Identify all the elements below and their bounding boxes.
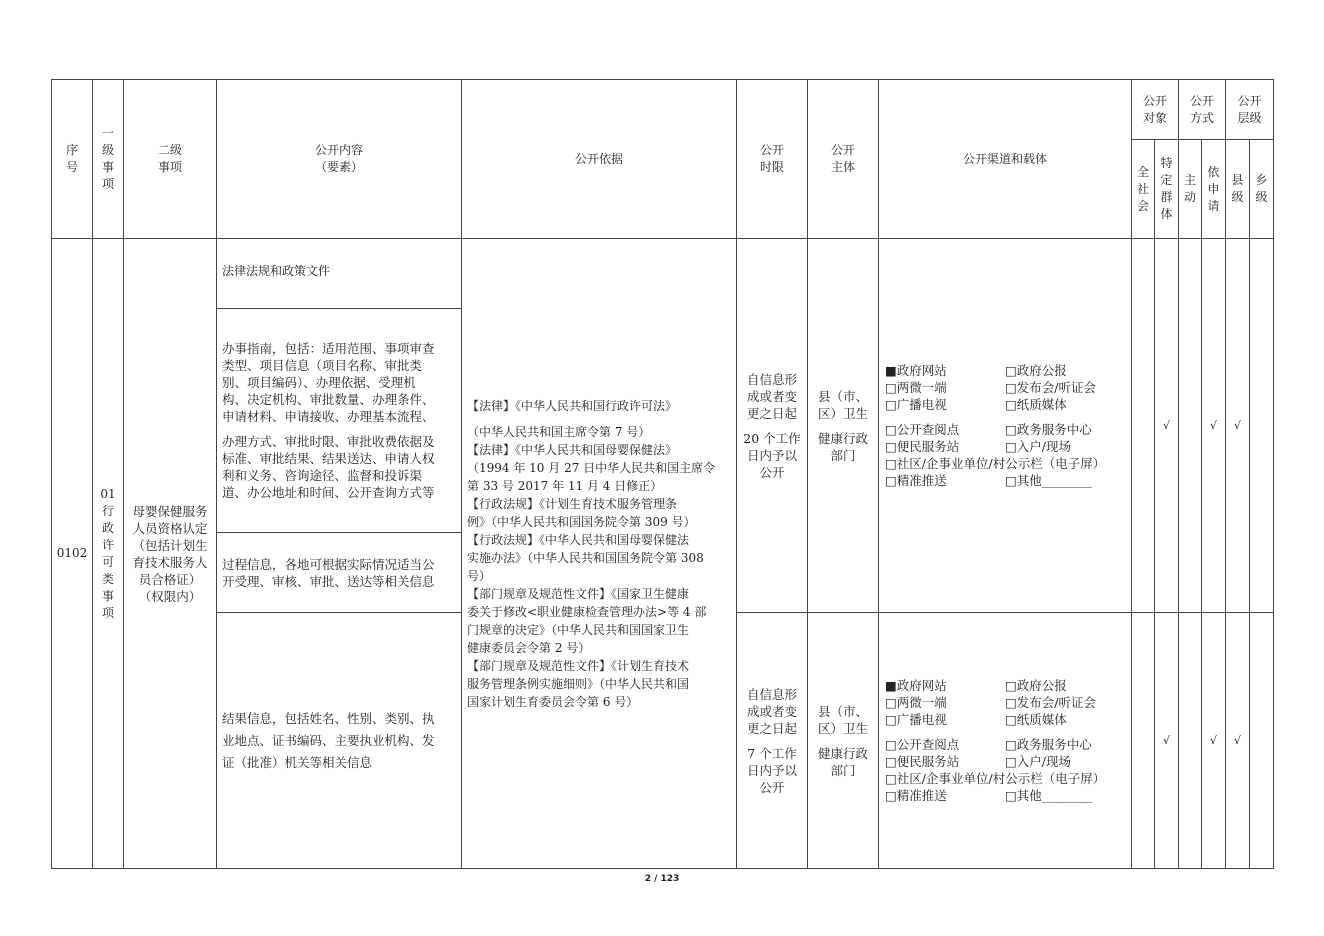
check-level-county-2: √ xyxy=(1226,613,1250,869)
check-level-town-1 xyxy=(1250,239,1274,613)
header-level1: 一级事项 xyxy=(93,80,124,239)
header-target: 公开 对象 xyxy=(1132,80,1179,140)
subject-1: 县（市、 区）卫生 健康行政 部门 xyxy=(808,239,879,613)
content-result: 结果信息，包括姓名、性别、类别、执 业地点、证书编码、主要执业机构、发 证（批准）机关等相关信息 xyxy=(217,613,462,869)
check-method-apply-2: √ xyxy=(1202,613,1226,869)
basis-text: 【法律】《中华人民共和国行政许可法》 （中华人民共和国主席令第 7 号） 【法律】《中华人民共和国母婴保健法》 （1994 年 10 月 27 日中华人民共和国主席令 第 33 号 2017 年 11 月 4 日修正） 【行政法规】《计划生育技术服务管理条 例》（中华人民共和国国务院令第 309 号） 【行政法规】《中华人民共和国母婴保健法 实施办法》（中华人民共和国国务院令第 308 号） 【部门规章及规范性文件】《国家卫生健康 委关于修改<职业健康检查管理办法>等 4 部 门规章的决定》（中华人民共和国国家卫生 健康委员会令第 2 号） 【部门规章及规范性文件】《计划生育技术 服务管理条例实施细则》（中华人民共和国 国家计划生育委员会令第 6 号） xyxy=(462,239,737,869)
row-level1: 01 行政许可类事项 xyxy=(93,239,124,869)
header-method: 公开 方式 xyxy=(1179,80,1226,140)
header-time-limit: 公开 时限 xyxy=(737,80,808,239)
check-target-all-2 xyxy=(1132,613,1155,869)
content-process: 过程信息，各地可根据实际情况适当公 开受理、审核、审批、送达等相关信息 xyxy=(217,533,462,613)
header-method-active: 主动 xyxy=(1179,140,1202,239)
check-target-group-2: √ xyxy=(1155,613,1179,869)
subject-2: 县（市、 区）卫生 健康行政 部门 xyxy=(808,613,879,869)
header-level: 公开 层级 xyxy=(1226,80,1274,140)
check-target-all-1 xyxy=(1132,239,1155,613)
header-seq: 序号 xyxy=(52,80,93,239)
time-limit-1: 自信息形 成或者变 更之日起 20 个工作 日内予以 公开 xyxy=(737,239,808,613)
check-method-active-1 xyxy=(1179,239,1202,613)
row-seq: 0102 xyxy=(52,239,93,869)
check-target-group-1: √ xyxy=(1155,239,1179,613)
disclosure-table xyxy=(51,79,1274,869)
channels-1: ■政府网站 □政府公报 □两微一端 □发布会/听证会 □广播电视 □纸质媒体 □公开查阅点 □政务服务中心 □便民服务站 □入户/现场 □社区/企事业单位/村公示栏（电子屏） □精准推送 □其他________ xyxy=(879,239,1132,613)
header-level-county: 县级 xyxy=(1226,140,1250,239)
header-channel: 公开渠道和载体 xyxy=(879,80,1132,239)
header-method-apply: 依申请 xyxy=(1202,140,1226,239)
check-level-town-2 xyxy=(1250,613,1274,869)
header-content: 公开内容 （要素） xyxy=(217,80,462,239)
content-guide: 办事指南，包括：适用范围、事项审查 类型、项目信息（项目名称、审批类 别、项目编码）、办理依据、受理机 构、决定机构、审批数量、办理条件、 申请材料、申请接收、办理基本流程、 办理方式、审批时限、审批收费依据及 标准、审批结果、结果送达、申请人权 利和义务、咨询途径、监督和投诉渠 道、办公地址和时间、公开查询方式等 xyxy=(217,309,462,533)
channels-2: ■政府网站 □政府公报 □两微一端 □发布会/听证会 □广播电视 □纸质媒体 □公开查阅点 □政务服务中心 □便民服务站 □入户/现场 □社区/企事业单位/村公示栏（电子屏） □精准推送 □其他________ xyxy=(879,613,1132,869)
row-level2: 母婴保健服务 人员资格认定 （包括计划生 育技术服务人 员合格证） （权限内） xyxy=(124,239,217,869)
header-level2: 二级 事项 xyxy=(124,80,217,239)
check-method-active-2 xyxy=(1179,613,1202,869)
content-laws: 法律法规和政策文件 xyxy=(217,239,462,309)
check-level-county-1: √ xyxy=(1226,239,1250,613)
header-target-group: 特定群体 xyxy=(1155,140,1179,239)
time-limit-2: 自信息形 成或者变 更之日起 7 个工作 日内予以 公开 xyxy=(737,613,808,869)
page-number: 2 / 123 xyxy=(644,874,680,884)
check-method-apply-1: √ xyxy=(1202,239,1226,613)
header-subject: 公开 主体 xyxy=(808,80,879,239)
header-level-town: 乡级 xyxy=(1250,140,1274,239)
header-target-all: 全社会 xyxy=(1132,140,1155,239)
header-basis: 公开依据 xyxy=(462,80,737,239)
